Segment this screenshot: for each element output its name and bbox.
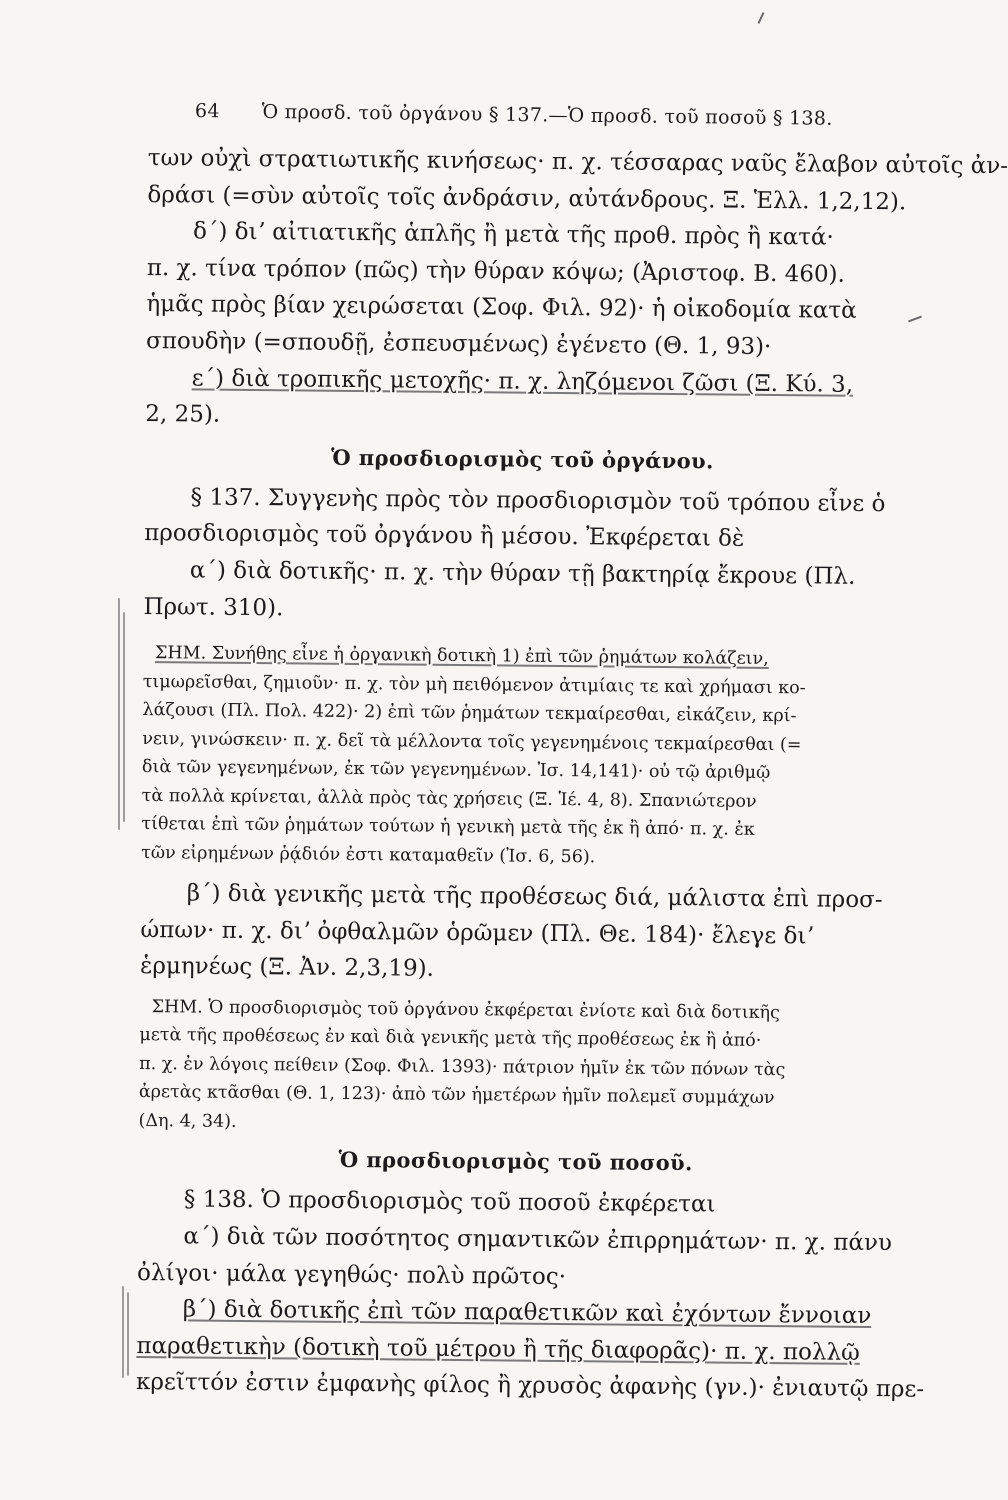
text-line: παραθετικὴν (δοτικὴ τοῦ μέτρου ἢ τῆς διαφορᾶς)· π. χ. πολλῷ [136, 1332, 861, 1366]
text-line: β΄) διὰ γενικῆς μετὰ τῆς προθέσεως διά, μάλιστα ἐπὶ προσ- [186, 880, 883, 914]
note-line: τὰ πολλὰ κρίνεται, ἀλλὰ πρὸς τὰς χρήσεις (Ξ. Ἱέ. 4, 8). Σπανιώτερον [141, 785, 757, 812]
pencil-margin-mark [127, 1292, 129, 1376]
note-line: π. χ. ἐν λόγοις πείθειν (Σοφ. Φιλ. 1393)· πάτριον ἡμῖν ἐκ τῶν πόνων τὰς [139, 1053, 786, 1081]
text-line: ἑρμηνέως (Ξ. Ἀν. 2,3,19). [139, 953, 435, 983]
continuation-block [145, 140, 1008, 440]
pencil-margin-mark [118, 598, 120, 830]
text-line: Πρωτ. 310). [143, 593, 284, 621]
note-line: τιμωρεῖσθαι, ζημιοῦν· π. χ. τὸν μὴ πειθόμενον ἀτιμίαις τε καὶ χρήμασι κο- [142, 671, 806, 698]
note-block-1 [141, 639, 898, 874]
note-line: διὰ τῶν γεγενημένων, ἐκ τῶν γεγενημένων. Ἰσ. 14,141)· οὐ τῷ ἀριθμῷ [141, 757, 771, 784]
paragraph-beta-genitive [140, 875, 896, 992]
text-line: § 137. Συγγενὴς πρὸς τὸν προσδιορισμὸν τοῦ τρόπου εἶνε ὁ [190, 484, 886, 517]
note-line: ἀρετὰς κτᾶσθαι (Θ. 1, 123)· ἀπὸ τῶν ἡμετέρων ἡμῖν πολεμεῖ συμμάχων [138, 1082, 775, 1109]
text-line: α΄) διὰ δοτικῆς· π. χ. τὴν θύραν τῇ βακτηρίᾳ ἔκρουε (Πλ. [189, 557, 856, 590]
note-line: τῶν εἰρημένων ῥᾴδιόν ἐστι καταμαθεῖν (Ἰσ. 6, 56). [141, 842, 596, 867]
text-line: ἡμᾶς πρὸς βίαν χειρώσεται (Σοφ. Φιλ. 92)· ἡ οἰκοδομία κατὰ [146, 291, 857, 325]
note-line: λάζουσι (Πλ. Πολ. 422)· 2) ἐπὶ τῶν ῥημάτων τεκμαίρεσθαι, εἰκάζειν, κρί- [142, 700, 797, 727]
text-line: ώπων· π. χ. διʼ ὀφθαλμῶν ὁρῶμεν (Πλ. Θε. 184)· ἔλεγε διʼ [140, 916, 814, 950]
paragraph-137 [143, 479, 899, 633]
page-number: 64 [194, 100, 220, 123]
section-heading-posou: Ὁ προσδιορισμὸς τοῦ ποσοῦ. [338, 1147, 693, 1176]
page-body [135, 140, 1008, 1408]
text-line: β΄) διὰ δοτικῆς ἐπὶ τῶν παραθετικῶν καὶ ἐχόντων ἔννοιαν [182, 1296, 872, 1330]
text-line: π. χ. τίνα τρόπον (πῶς) τὴν θύραν κόψω; (Ἀριστοφ. Β. 460). [146, 254, 845, 288]
text-line: ὀλίγοι· μάλα γεγηθώς· πολὺ πρῶτος· [137, 1259, 567, 1290]
running-title: Ὁ προσδ. τοῦ ὀργάνου § 137.—Ὁ προσδ. τοῦ ποσοῦ § 138. [261, 100, 833, 130]
text-line: προσδιορισμὸς τοῦ ὀργάνου ἢ μέσου. Ἐκφέρεται δὲ [144, 520, 745, 553]
paragraph-138 [135, 1181, 925, 1408]
note-line: ΣΗΜ. Ὁ προσδιορισμὸς τοῦ ὀργάνου ἐκφέρεται ἐνίοτε καὶ διὰ δοτικῆς [151, 996, 780, 1024]
text-line: 2, 25). [145, 401, 221, 428]
text-line: § 138. Ὁ προσδιορισμὸς τοῦ ποσοῦ ἐκφέρεται [183, 1186, 716, 1218]
note-line: (Δη. 4, 34). [138, 1110, 237, 1132]
note-line: ΣΗΜ. Συνήθης εἶνε ἡ ὀργανικὴ δοτικὴ 1) ἐπὶ τῶν ῥημάτων κολάζειν, [154, 643, 769, 670]
text-line: κρεῖττόν ἐστιν ἐμφανὴς φίλος ἢ χρυσὸς ἀφανὴς (γν.)· ἐνιαυτῷ πρε- [135, 1369, 925, 1403]
note-block-2 [138, 993, 894, 1143]
section-heading-organou: Ὁ προσδιορισμὸς τοῦ ὀργάνου. [330, 444, 714, 474]
pencil-tick-mark [758, 12, 765, 24]
text-line: α΄) διὰ τῶν ποσότητος σημαντικῶν ἐπιρρημάτων· π. χ. πάνυ [183, 1223, 893, 1257]
note-line: τίθεται ἐπὶ τῶν ῥημάτων τούτων ἡ γενικὴ μετὰ τῆς ἐκ ἢ ἀπό· π. χ. ἐκ [141, 814, 755, 840]
running-header [195, 100, 845, 130]
pencil-margin-mark [122, 1286, 124, 1378]
note-line: νειν, γινώσκειν· π. χ. δεῖ τὰ μέλλοντα τοῖς γεγενημένοις τεκμαίρεσθαι (= [142, 728, 802, 755]
pencil-tick-mark [908, 316, 922, 323]
text-line: των οὐχὶ στρατιωτικῆς κινήσεως· π. χ. τέσσαρας ναῦς ἔλαβον αὐτοῖς ἀν- [147, 144, 1008, 180]
note-line: μετὰ τῆς προθέσεως ἐν καὶ διὰ γενικῆς μετὰ τῆς προθέσεως ἐκ ἢ ἀπό· [139, 1025, 762, 1052]
text-line: ε΄) διὰ τροπικῆς μετοχῆς· π. χ. ληζόμενοι ζῶσι (Ξ. Κύ. 3, [191, 364, 854, 398]
text-line: σπουδὴν (=σπουδῇ, ἐσπευσμένως) ἐγένετο (Θ. 1, 93)· [145, 327, 772, 360]
text-line: δράσι (=σὺν αὐτοῖς τοῖς ἀνδράσιν, αὐτάνδρους. Ξ. Ἑλλ. 1,2,12). [147, 181, 907, 215]
text-line: δ΄) διʼ αἰτιατικῆς ἁπλῆς ἢ μετὰ τῆς προθ. πρὸς ἢ κατά· [192, 218, 834, 251]
pencil-margin-mark [123, 612, 125, 822]
